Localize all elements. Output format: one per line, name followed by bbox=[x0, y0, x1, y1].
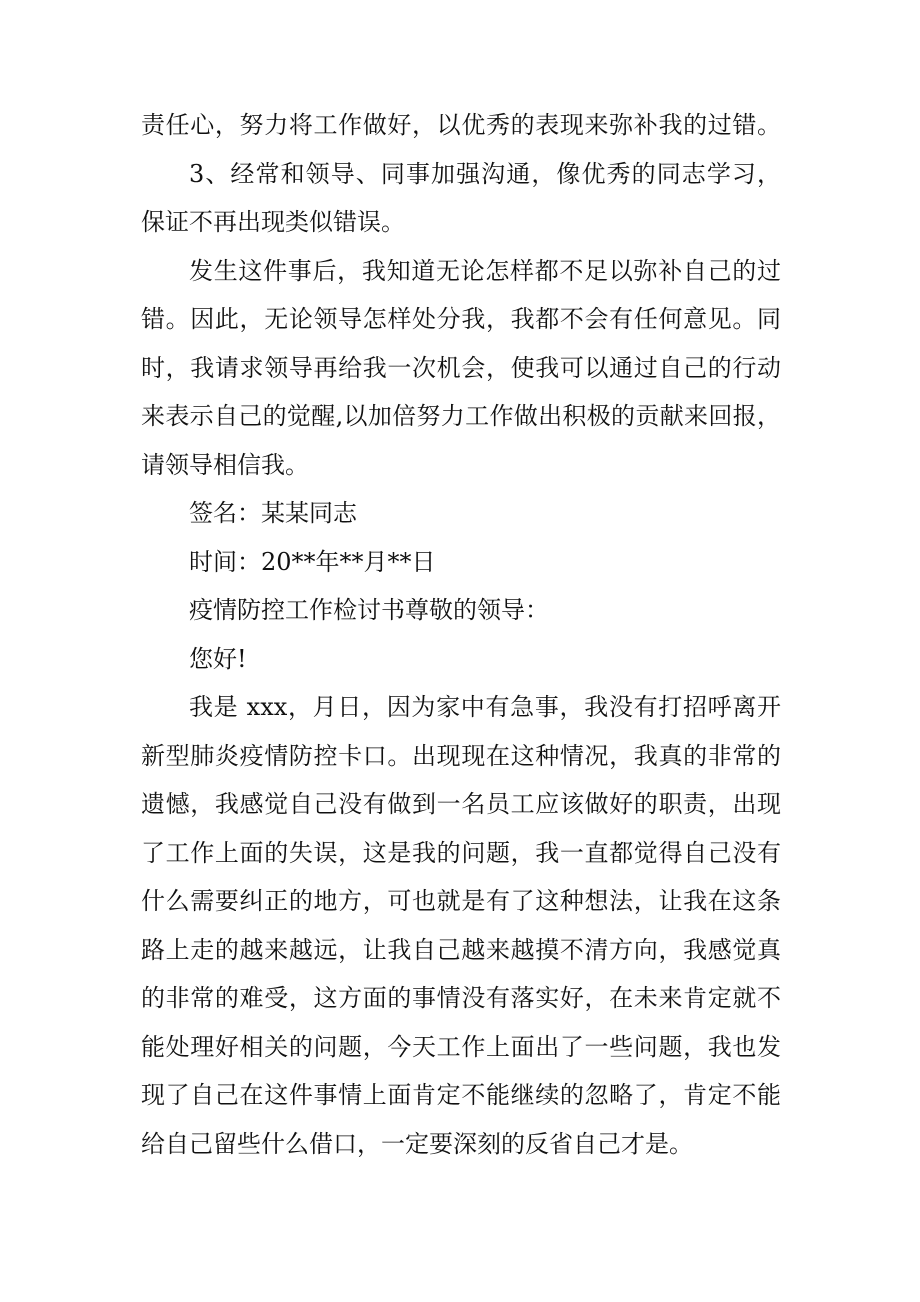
paragraph-line: 3、经常和领导、同事加强沟通，像优秀的同志学习， bbox=[189, 159, 781, 188]
paragraph-line: 遗憾，我感觉自己没有做到一名员工应该做好的职责，出现 bbox=[141, 790, 781, 818]
paragraph-line: 责任心，努力将工作做好，以优秀的表现来弥补我的过错。 bbox=[141, 111, 781, 139]
paragraph-line: 时，我请求领导再给我一次机会，使我可以通过自己的行动 bbox=[141, 353, 781, 382]
paragraph-line: 了工作上面的失误，这是我的问题，我一直都觉得自己没有 bbox=[141, 838, 781, 867]
paragraph-line: 请领导相信我。 bbox=[141, 450, 309, 479]
paragraph-line: 新型肺炎疫情防控卡口。出现现在这种情况，我真的非常的 bbox=[141, 741, 781, 770]
greeting-line: 您好! bbox=[189, 644, 247, 673]
paragraph-line: 来表示自己的觉醒,以加倍努力工作做出积极的贡献来回报， bbox=[141, 402, 781, 430]
signature-line: 签名：某某同志 bbox=[189, 499, 357, 527]
paragraph-line: 能处理好相关的问题，今天工作上面出了一些问题，我也发 bbox=[141, 1032, 781, 1061]
paragraph-line: 错。因此，无论领导怎样处分我，我都不会有任何意见。同 bbox=[141, 305, 781, 333]
paragraph-line: 发生这件事后，我知道无论怎样都不足以弥补自己的过 bbox=[189, 256, 781, 285]
paragraph-line: 保证不再出现类似错误。 bbox=[141, 208, 405, 236]
paragraph-line: 现了自己在这件事情上面肯定不能继续的忽略了，肯定不能 bbox=[141, 1081, 781, 1109]
paragraph-line: 路上走的越来越远，让我自己越来越摸不清方向，我感觉真 bbox=[141, 935, 781, 964]
paragraph-line: 给自己留些什么借口，一定要深刻的反省自己才是。 bbox=[141, 1129, 693, 1158]
paragraph-line: 什么需要纠正的地方，可也就是有了这种想法，让我在这条 bbox=[141, 887, 781, 915]
document-body bbox=[141, 101, 781, 1168]
paragraph-line: 我是 xxx，月日，因为家中有急事，我没有打招呼离开 bbox=[189, 693, 781, 721]
section-heading: 疫情防控工作检讨书尊敬的领导： bbox=[189, 596, 549, 624]
date-line: 时间：20**年**月**日 bbox=[189, 547, 436, 576]
paragraph-line: 的非常的难受，这方面的事情没有落实好，在未来肯定就不 bbox=[141, 984, 781, 1012]
